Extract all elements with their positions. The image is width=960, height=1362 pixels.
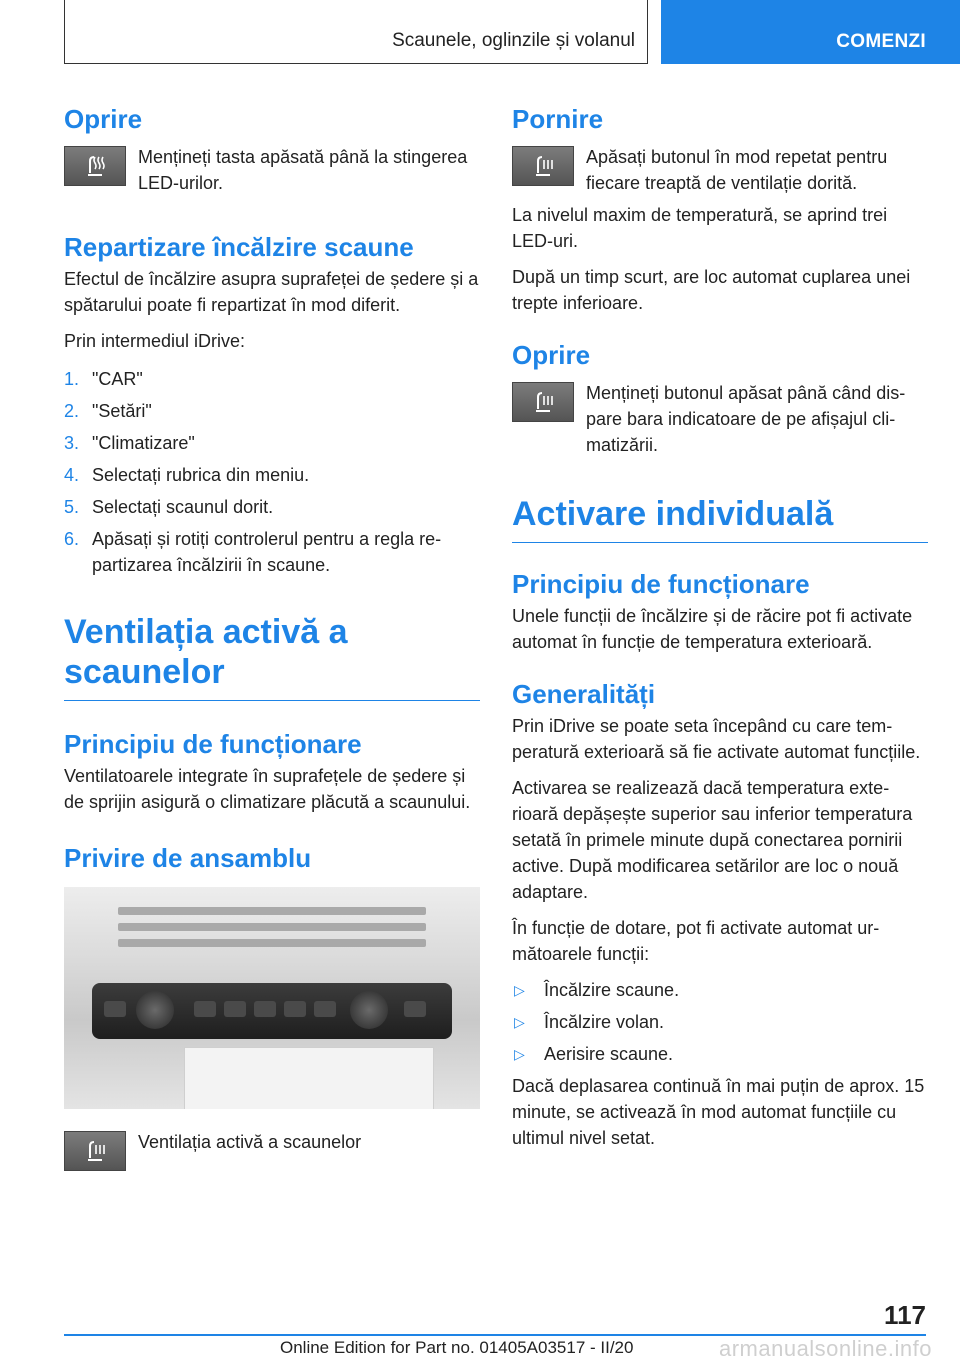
section-tab-label: COMENZI [836, 31, 926, 52]
pornire-text: Apăsați butonul în mod repetat pentru fiecare treaptă de ventilație dorită. [586, 147, 888, 193]
oprire-vent-row [512, 380, 928, 458]
principiu-right-text: Unele funcții de încălzire și de răcire pot fi activate automat în funcție de temperatura exterioară. [512, 606, 913, 652]
watermark: armanualsonline.info [718, 1336, 932, 1361]
gen-p1: Prin iDrive se poate seta începând cu care temperatură exterioară să fie activate automat funcțiile. [512, 716, 921, 762]
steps-list [64, 366, 480, 578]
list-item: 2. "Setări" [64, 401, 152, 421]
heading-activare: Activare individuală [512, 494, 928, 543]
pornire-p3: După un timp scurt, are loc automat cuplarea unei trepte inferioare. [512, 267, 911, 313]
page-number: 117 [884, 1300, 926, 1330]
pornire-row [512, 144, 928, 196]
list-item: 5. Selectați scaunul dorit. [64, 497, 274, 517]
seat-ventilation-icon [512, 382, 574, 422]
heading-principiu-left: Principiu de funcționare [64, 729, 362, 759]
heading-generalitati: Generalități [512, 679, 656, 709]
oprire-vent-text: Mențineți butonul apăsat până când dispare bara indicatoare de pe afișajul climatizării. [586, 383, 906, 455]
edition-text: Online Edition for Part no. 01405A03517 - II/20 [280, 1338, 634, 1357]
ventilation-caption: Ventilația activă a scaunelor [138, 1132, 362, 1152]
heading-oprire-heat: Oprire [64, 104, 143, 134]
climate-panel-photo [64, 887, 480, 1109]
right-column [512, 100, 928, 1151]
bullet-triangle-icon: ▷ [514, 1046, 525, 1062]
heading-repartizare: Repartizare încălzire scaune [64, 232, 414, 262]
seat-heating-icon [64, 146, 126, 186]
heading-pornire: Pornire [512, 104, 604, 134]
list-item: 6. Apăsați și rotiți controlerul pentru a regla repartizarea încălzirii în scaune. [64, 529, 442, 575]
list-item: ▷ Aerisire scaune. [512, 1041, 928, 1067]
gen-p2: Activarea se realizează dacă temperatura exterioară depășește superior sau inferior temperatura setată în primele minute după conectarea pornirii active. După modificarea setărilor are loc o nouă adaptare. [512, 778, 913, 902]
list-item: 4. Selectați rubrica din meniu. [64, 465, 310, 485]
oprire-heat-row [64, 144, 480, 196]
bullet-triangle-icon: ▷ [514, 982, 525, 998]
gen-p3: În funcție de dotare, pot fi activate automat următoarele funcții: [512, 918, 880, 964]
list-item: 3. "Climatizare" [64, 433, 195, 453]
heading-ventilatie: Ventilația activă a scaunelor [64, 612, 480, 701]
oprire-heat-text: Mențineți tasta apăsată până la stingerea LED-urilor. [138, 147, 468, 193]
heading-principiu-right: Principiu de funcționare [512, 569, 810, 599]
ventilation-caption-row [64, 1129, 480, 1171]
section-tab[interactable] [661, 0, 960, 64]
seat-ventilation-icon [64, 1131, 126, 1171]
gen-p4: Dacă deplasarea continuă în mai puțin de aprox. 15 minute, se activează în mod automat funcțiile cu ultimul nivel setat. [512, 1076, 925, 1148]
bullet-triangle-icon: ▷ [514, 1014, 525, 1030]
pornire-p2: La nivelul maxim de temperatură, se aprind trei LED-uri. [512, 205, 888, 251]
repartizare-text: Efectul de încălzire asupra suprafeței de ședere și a spătarului poate fi repartizat în mod diferit. [64, 269, 479, 315]
list-item: ▷ Încălzire scaune. [512, 977, 928, 1003]
seat-ventilation-icon [512, 146, 574, 186]
list-item: ▷ Încălzire volan. [512, 1009, 928, 1035]
idrive-text: Prin intermediul iDrive: [64, 331, 246, 351]
left-column [64, 100, 480, 1171]
header-title: Scaunele, oglinzile și volanul [392, 30, 635, 51]
principiu-left-text: Ventilatoarele integrate în suprafețele de ședere și de sprijin asigură o climatizare plăcută a scaunului. [64, 766, 471, 812]
heading-privire: Privire de ansamblu [64, 843, 312, 873]
heading-oprire-vent: Oprire [512, 340, 591, 370]
header-box [64, 0, 648, 64]
list-item: 1. "CAR" [64, 369, 143, 389]
functions-list [512, 977, 928, 1067]
